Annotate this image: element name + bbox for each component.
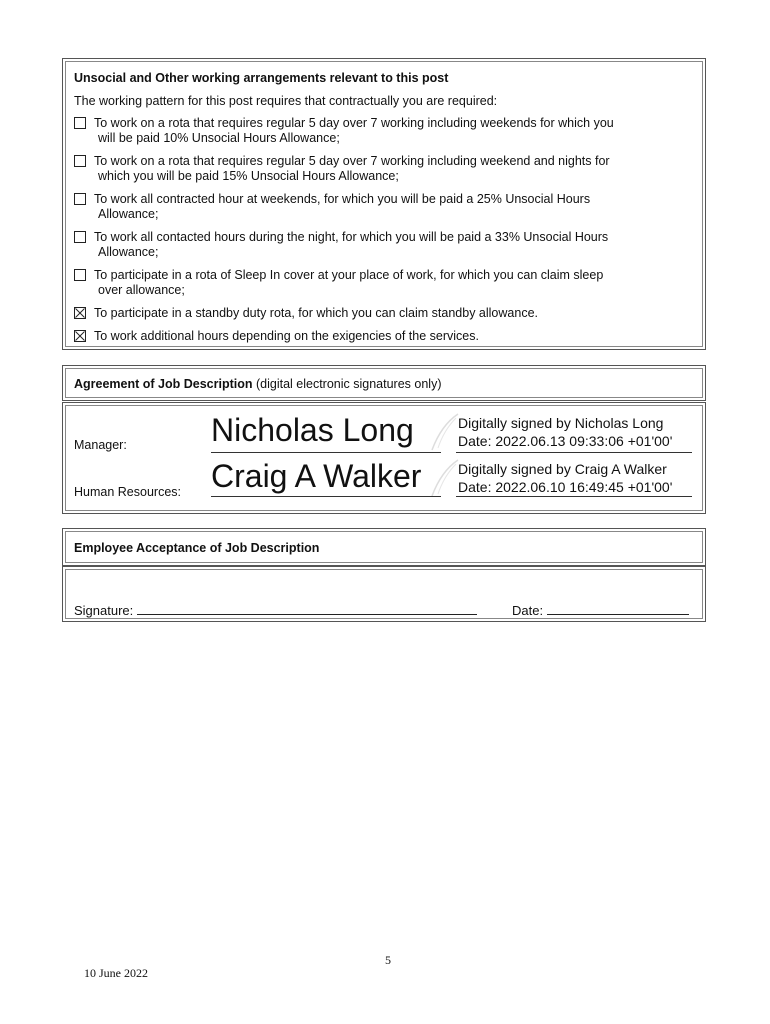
- checkbox[interactable]: [74, 155, 86, 167]
- manager-line: [211, 452, 441, 453]
- option-row: [74, 329, 694, 344]
- hr-sign-date: Date: 2022.06.10 16:49:45 +01'00': [458, 479, 673, 495]
- option-text-cont: Allowance;: [98, 207, 159, 221]
- option-text-cont: Allowance;: [98, 245, 159, 259]
- option-row: [74, 154, 694, 184]
- check-x-icon: [75, 331, 85, 341]
- option-text: To work on a rota that requires regular 5 day over 7 working including weekend and nights for: [94, 154, 610, 168]
- checkbox[interactable]: [74, 117, 86, 129]
- signature-field[interactable]: [137, 602, 477, 615]
- option-row: [74, 268, 694, 298]
- option-text: To participate in a standby duty rota, for which you can claim standby allowance.: [94, 306, 538, 320]
- manager-label: Manager:: [74, 438, 127, 452]
- agreement-subtitle: (digital electronic signatures only): [255, 377, 442, 391]
- option-text: To participate in a rota of Sleep In cover at your place of work, for which you can claim sleep: [94, 268, 604, 282]
- acceptance-body: [62, 566, 706, 622]
- checkbox-checked[interactable]: [74, 330, 86, 342]
- option-text: To work on a rota that requires regular 5 day over 7 working including weekends for which you: [94, 116, 614, 130]
- date-label: Date:: [512, 603, 544, 618]
- check-x-icon: [75, 308, 85, 318]
- acceptance-header: [62, 528, 706, 566]
- agreement-title: Agreement of Job Description: [74, 377, 253, 391]
- option-row: [74, 116, 694, 146]
- hr-line-right: [456, 496, 692, 497]
- option-row: [74, 230, 694, 260]
- checkbox[interactable]: [74, 231, 86, 243]
- unsocial-section: [62, 58, 706, 350]
- date-field[interactable]: [547, 602, 689, 615]
- hr-label: Human Resources:: [74, 485, 181, 499]
- manager-line-right: [456, 452, 692, 453]
- footer-date: 10 June 2022: [84, 966, 148, 980]
- option-row: [74, 306, 694, 321]
- hr-signed-by: Digitally signed by Craig A Walker: [458, 461, 667, 477]
- agreement-signatures: [62, 402, 706, 514]
- hr-signature[interactable]: Craig A Walker: [211, 458, 422, 494]
- agreement-header: [62, 365, 706, 401]
- page-number: 5: [385, 953, 391, 967]
- option-text: To work all contracted hour at weekends, for which you will be paid a 25% Unsocial Hours: [94, 192, 591, 206]
- option-text-cont: will be paid 10% Unsocial Hours Allowance;: [98, 131, 340, 145]
- hr-line: [211, 496, 441, 497]
- checkbox-checked[interactable]: [74, 307, 86, 319]
- option-row: [74, 192, 694, 222]
- signature-swoosh-icon: [428, 458, 462, 498]
- checkbox[interactable]: [74, 269, 86, 281]
- manager-signed-by: Digitally signed by Nicholas Long: [458, 415, 664, 431]
- option-text: To work all contacted hours during the night, for which you will be paid a 33% Unsocial Hours: [94, 230, 609, 244]
- unsocial-intro: The working pattern for this post requires that contractually you are required:: [74, 94, 498, 108]
- option-text-cont: which you will be paid 15% Unsocial Hours Allowance;: [98, 169, 399, 183]
- checkbox[interactable]: [74, 193, 86, 205]
- manager-sign-date: Date: 2022.06.13 09:33:06 +01'00': [458, 433, 673, 449]
- signature-label: Signature:: [74, 603, 134, 618]
- acceptance-title: Employee Acceptance of Job Description: [74, 541, 320, 555]
- option-text-cont: over allowance;: [98, 283, 185, 297]
- signature-swoosh-icon: [428, 412, 462, 452]
- unsocial-title: Unsocial and Other working arrangements relevant to this post: [74, 71, 449, 85]
- manager-signature[interactable]: Nicholas Long: [211, 412, 414, 448]
- option-text: To work additional hours depending on the exigencies of the services.: [94, 329, 479, 343]
